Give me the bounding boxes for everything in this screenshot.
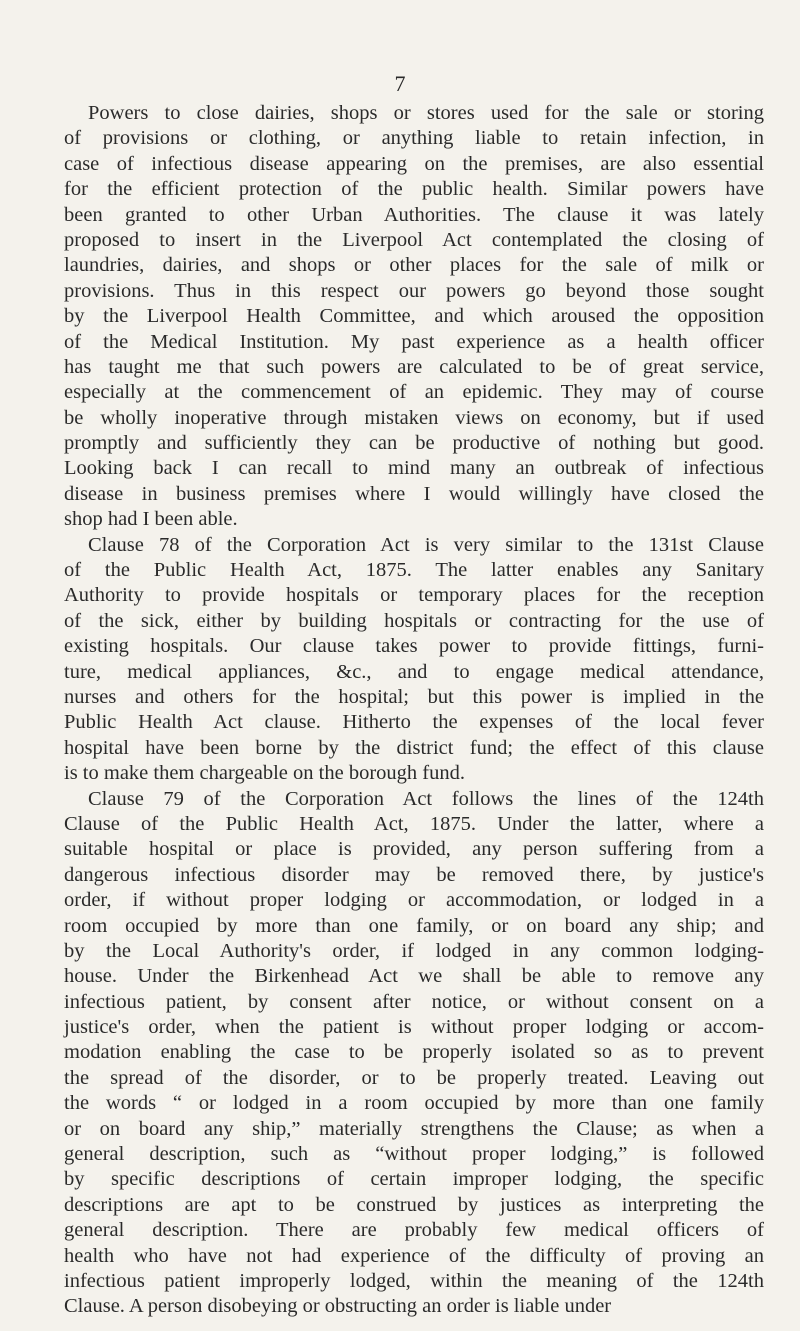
paragraph-clause-79 [64, 787, 764, 1320]
text-line: provisions. Thus in this respect our powers go beyond those sought [64, 279, 764, 302]
page-number: 7 [394, 71, 406, 96]
text-line: of provisions or clothing, or anything liable to retain infection, in [64, 127, 764, 150]
text-line: modation enabling the case to be properly isolated so as to prevent [64, 1041, 764, 1064]
text-line: Looking back I can recall to mind many an outbreak of infectious [64, 457, 764, 480]
text-line: general description, such as “without proper lodging,” is followed [64, 1143, 764, 1166]
text-line: Public Health Act clause. Hitherto the expenses of the local fever [64, 711, 764, 734]
text-line: of the Medical Institution. My past experience as a health officer [64, 330, 764, 353]
text-line: ture, medical appliances, &c., and to engage medical attendance, [64, 660, 764, 683]
text-line: dangerous infectious disorder may be removed there, by justice's [64, 863, 764, 886]
text-line: infectious patient improperly lodged, within the meaning of the 124th [64, 1269, 764, 1292]
text-line: especially at the commencement of an epidemic. They may of course [64, 381, 764, 404]
paragraph-clause-78 [64, 533, 764, 787]
text-line: promptly and sufficiently they can be productive of nothing but good. [64, 432, 764, 455]
text-line: is to make them chargeable on the borough fund. [64, 762, 465, 785]
text-line: room occupied by more than one family, or on board any ship; and [64, 914, 764, 937]
text-line: the spread of the disorder, or to be properly treated. Leaving out [64, 1066, 764, 1089]
text-line: by specific descriptions of certain improper lodging, the specific [64, 1168, 764, 1191]
text-line: laundries, dairies, and shops or other places for the sale of milk or [64, 254, 764, 277]
text-line: descriptions are apt to be construed by justices as interpreting the [64, 1193, 764, 1216]
paragraph-powers [64, 101, 764, 533]
text-line: Clause 79 of the Corporation Act follows the lines of the 124th [88, 787, 764, 810]
text-line: shop had I been able. [64, 508, 238, 531]
text-line: been granted to other Urban Authorities. The clause it was lately [64, 203, 764, 226]
text-line: has taught me that such powers are calculated to be of great service, [64, 355, 764, 378]
text-line: case of infectious disease appearing on the premises, are also essential [64, 152, 764, 175]
text-line: order, if without proper lodging or accommodation, or lodged in a [64, 889, 764, 912]
text-line: by the Local Authority's order, if lodged in any common lodging- [64, 939, 764, 962]
text-line: existing hospitals. Our clause takes power to provide fittings, furni- [64, 635, 764, 658]
text-line: infectious patient, by consent after notice, or without consent on a [64, 990, 764, 1013]
text-line: justice's order, when the patient is without proper lodging or accom- [64, 1016, 764, 1039]
body-text [64, 101, 764, 1320]
text-line: Powers to close dairies, shops or stores used for the sale or storing [88, 102, 764, 124]
text-line: proposed to insert in the Liverpool Act contemplated the closing of [64, 228, 764, 251]
text-line: Clause of the Public Health Act, 1875. Under the latter, where a [64, 812, 764, 835]
text-line: nurses and others for the hospital; but this power is implied in the [64, 685, 764, 708]
text-line: general description. There are probably few medical officers of [64, 1219, 764, 1242]
text-line: Authority to provide hospitals or temporary places for the reception [64, 584, 764, 607]
text-line: suitable hospital or place is provided, any person suffering from a [64, 838, 764, 861]
text-line: for the efficient protection of the public health. Similar powers have [64, 178, 764, 201]
text-line: disease in business premises where I would willingly have closed the [64, 482, 764, 505]
text-line: by the Liverpool Health Committee, and which aroused the opposition [64, 305, 764, 328]
text-line: hospital have been borne by the district fund; the effect of this clause [64, 736, 764, 759]
text-line: be wholly inoperative through mistaken views on economy, but if used [64, 406, 764, 429]
text-line: Clause 78 of the Corporation Act is very similar to the 131st Clause [88, 533, 764, 556]
text-line: house. Under the Birkenhead Act we shall be able to remove any [64, 965, 764, 988]
text-line: of the Public Health Act, 1875. The latter enables any Sanitary [64, 559, 764, 582]
text-line: Clause. A person disobeying or obstructing an order is liable under [64, 1295, 612, 1318]
text-line: or on board any ship,” materially strengthens the Clause; as when a [64, 1117, 764, 1140]
text-line: health who have not had experience of the difficulty of proving an [64, 1244, 764, 1267]
text-line: of the sick, either by building hospitals or contracting for the use of [64, 609, 764, 632]
text-line: the words “ or lodged in a room occupied by more than one family [64, 1092, 764, 1115]
